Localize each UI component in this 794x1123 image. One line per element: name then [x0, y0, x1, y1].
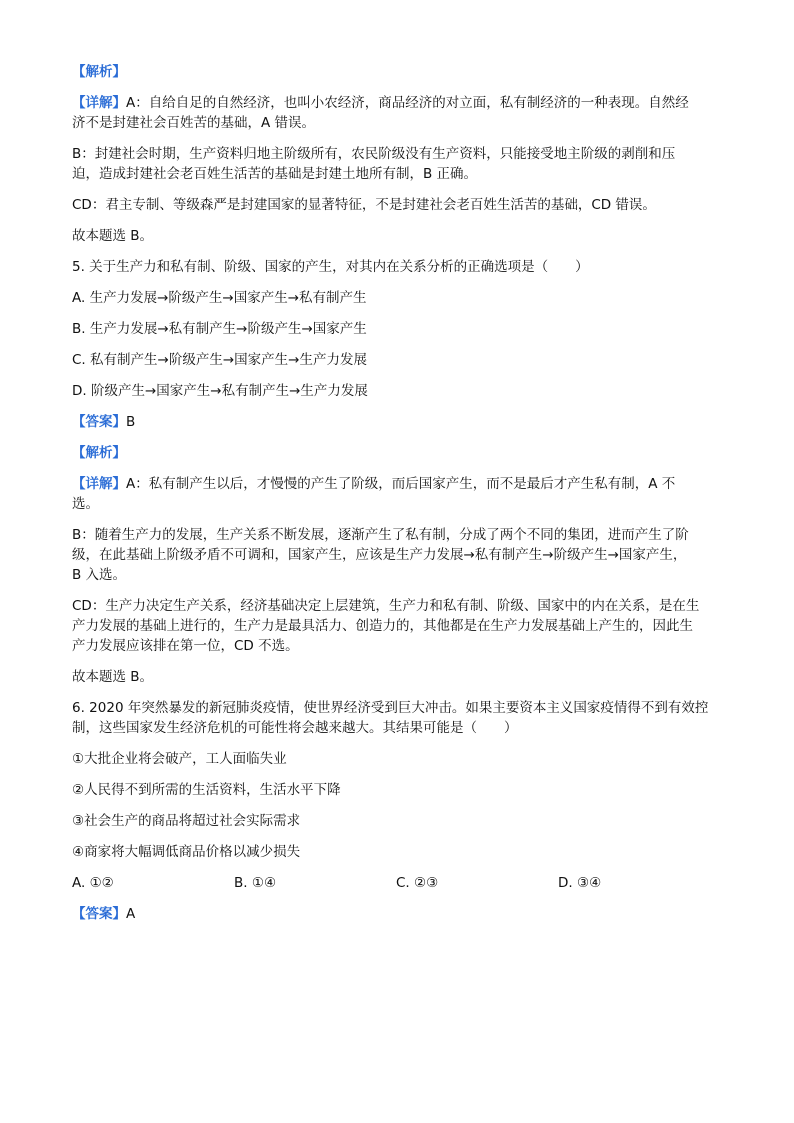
- q6-item: ②人民得不到所需的生活资料，生活水平下降: [72, 782, 341, 798]
- q6-option-a: A. ①②: [72, 875, 114, 891]
- q5-stem: 5. 关于生产力和私有制、阶级、国家的产生，对其内在关系分析的正确选项是（ ）: [72, 259, 589, 275]
- q4-detail-line: B：封建社会时期，生产资料归地主阶级所有，农民阶级没有生产资料，只能接受地主阶级的剥削和压: [72, 146, 676, 162]
- q6-stem-line: 6. 2020 年突然暴发的新冠肺炎疫情，使世界经济受到巨大冲击。如果主要资本主义国家疫情得不到有效控: [72, 700, 709, 716]
- q5-answer-value: B: [126, 414, 136, 430]
- q5-detail-text: A：私有制产生以后，才慢慢的产生了阶级，而后国家产生，而不是最后才产生私有制，A 不: [126, 476, 676, 492]
- q6-answer-value: A: [126, 906, 136, 922]
- q4-detail-line: CD：君主专制、等级森严是封建国家的显著特征，不是封建社会老百姓生活苦的基础，CD 错误。: [72, 197, 656, 213]
- q6-stem-line: 制，这些国家发生经济危机的可能性将会越来越大。其结果可能是（ ）: [72, 720, 518, 736]
- q5-conclusion: 故本题选 B。: [72, 669, 154, 685]
- detail-tag: 【详解】: [72, 95, 126, 111]
- q4-detail-text: A：自给自足的自然经济，也叫小农经济，商品经济的对立面，私有制经济的一种表现。自然经: [126, 95, 689, 111]
- detail-tag: 【详解】: [72, 476, 126, 492]
- q6-option-d: D. ③④: [558, 875, 602, 891]
- q6-answer: [72, 904, 722, 924]
- q6-options: [72, 873, 722, 893]
- jiexi-tag: 【解析】: [72, 445, 126, 461]
- answer-tag: 【答案】: [72, 414, 126, 430]
- q5-detail-line: B 入选。: [72, 567, 127, 583]
- q5-detail-line: 产力发展应该排在第一位，CD 不选。: [72, 638, 299, 654]
- q5-detail-line: 产力发展的基础上进行的，生产力是最具活力、创造力的，其他都是在生产力发展基础上产生的，因此生: [72, 618, 693, 634]
- q5-option-b: B. 生产力发展→私有制产生→阶级产生→国家产生: [72, 321, 367, 337]
- q5-detail-line: 级，在此基础上阶级矛盾不可调和，国家产生，应该是生产力发展→私有制产生→阶级产生→国家产生，: [72, 547, 687, 563]
- exam-page: [72, 62, 722, 924]
- q5-answer: [72, 412, 722, 432]
- q5-detail-line: [72, 474, 722, 494]
- answer-tag: 【答案】: [72, 906, 126, 922]
- q5-detail-line: CD：生产力决定生产关系，经济基础决定上层建筑，生产力和私有制、阶级、国家中的内在关系，是在生: [72, 598, 700, 614]
- q5-option-c: C. 私有制产生→阶级产生→国家产生→生产力发展: [72, 352, 367, 368]
- q4-conclusion: 故本题选 B。: [72, 228, 154, 244]
- q5-analysis-heading: [72, 443, 722, 463]
- q4-detail-line: 迫，造成封建社会老百姓生活苦的基础是封建土地所有制，B 正确。: [72, 166, 478, 182]
- q4-analysis-heading: [72, 62, 722, 82]
- q6-option-c: C. ②③: [396, 875, 439, 891]
- q4-detail-line: [72, 93, 722, 113]
- q4-detail-line: 济不是封建社会百姓苦的基础，A 错误。: [72, 115, 316, 131]
- q5-option-a: A. 生产力发展→阶级产生→国家产生→私有制产生: [72, 290, 367, 306]
- q5-detail-line: 选。: [72, 496, 99, 512]
- q5-option-d: D. 阶级产生→国家产生→私有制产生→生产力发展: [72, 383, 368, 399]
- q5-detail-line: B：随着生产力的发展，生产关系不断发展，逐渐产生了私有制，分成了两个不同的集团，进而产生了阶: [72, 527, 689, 543]
- q6-item: ③社会生产的商品将超过社会实际需求: [72, 813, 301, 829]
- q6-option-b: B. ①④: [234, 875, 277, 891]
- jiexi-tag: 【解析】: [72, 64, 126, 80]
- q6-item: ①大批企业将会破产，工人面临失业: [72, 751, 287, 767]
- q6-item: ④商家将大幅调低商品价格以减少损失: [72, 844, 301, 860]
